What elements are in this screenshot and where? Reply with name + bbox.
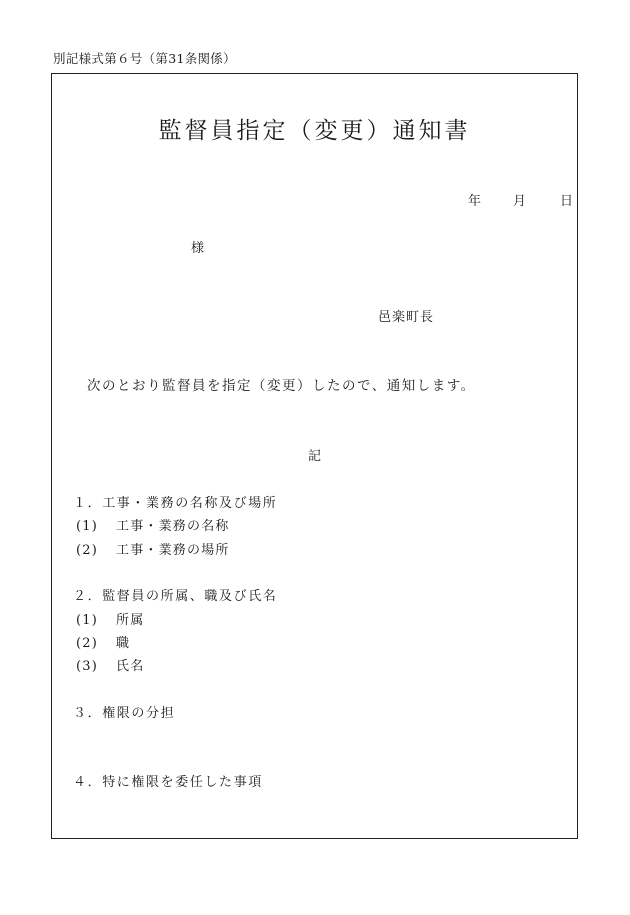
item-number: (1)	[76, 519, 99, 534]
item-label: 工事・業務の名称	[116, 519, 230, 534]
sender-name: 邑楽町長	[378, 310, 435, 325]
section-heading: １．工事・業務の名称及び場所	[73, 496, 278, 511]
date-month: 月	[513, 194, 527, 209]
document-title: 監督員指定（変更）通知書	[158, 118, 471, 144]
document-frame	[51, 73, 578, 839]
addressee-suffix: 様	[191, 241, 205, 256]
list-item	[76, 539, 230, 558]
list-item	[76, 632, 130, 651]
item-label: 氏名	[116, 659, 145, 674]
list-item	[76, 515, 230, 534]
list-item	[76, 609, 144, 628]
item-number: (3)	[76, 659, 99, 674]
item-number: (1)	[76, 613, 99, 628]
list-item	[76, 655, 144, 674]
date-year: 年	[468, 194, 482, 209]
section-heading: ４．特に権限を委任した事項	[73, 775, 263, 790]
ki-label: 記	[307, 449, 321, 464]
item-number: (2)	[76, 543, 99, 558]
item-label: 所属	[116, 613, 145, 628]
item-label: 工事・業務の場所	[116, 543, 230, 558]
item-number: (2)	[76, 636, 99, 651]
section-heading: ２．監督員の所属、職及び氏名	[73, 589, 278, 604]
date-day: 日	[560, 194, 574, 209]
item-label: 職	[116, 636, 131, 651]
section-heading: ３．権限の分担	[73, 706, 176, 721]
form-label: 別記様式第６号（第31条関係）	[53, 51, 236, 66]
notice-text: 次のとおり監督員を指定（変更）したので、通知します。	[87, 378, 476, 394]
